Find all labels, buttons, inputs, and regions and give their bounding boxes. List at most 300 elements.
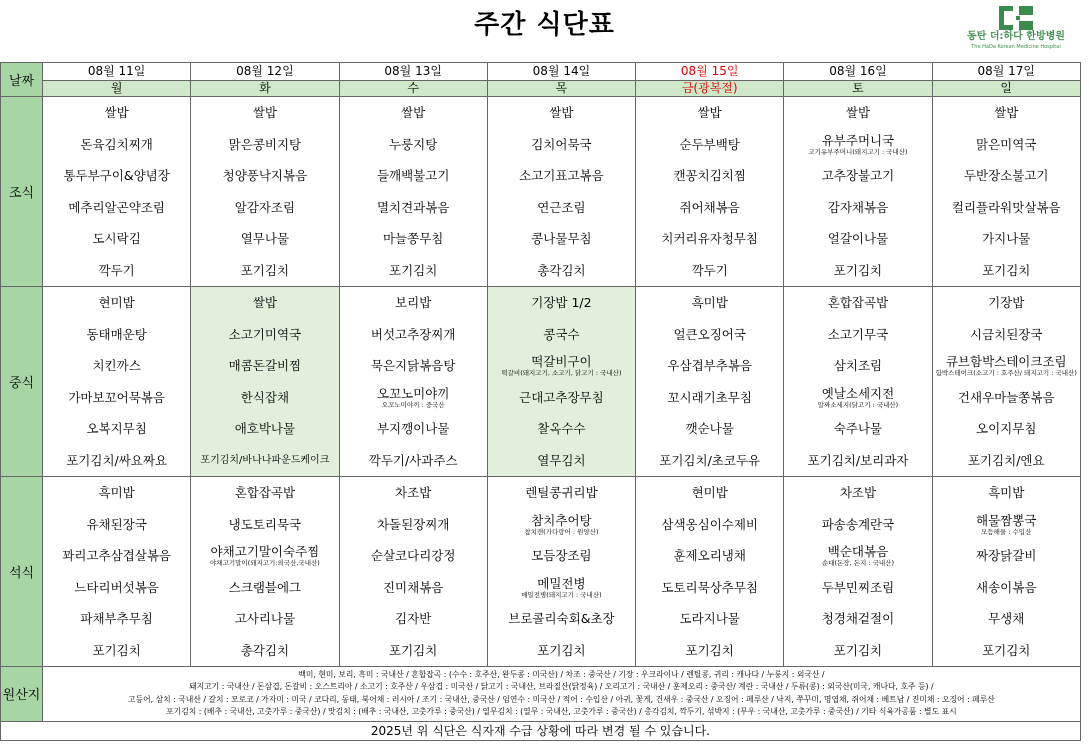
menu-item (43, 413, 190, 445)
menu-item (191, 540, 338, 572)
date-row (1, 63, 1081, 81)
breakfast-cell (487, 97, 635, 287)
menu-item (340, 509, 487, 541)
menu-item (191, 445, 338, 477)
dish-name: 현미밥 (98, 295, 135, 311)
date-cell: 08월 16일 (784, 63, 932, 81)
dish-origin-note: 오꼬노미야끼 : 중국산 (381, 400, 445, 409)
menu-item (488, 635, 635, 667)
menu-item (340, 192, 487, 224)
menu-item (43, 160, 190, 192)
menu-item (340, 255, 487, 287)
menu-item (636, 509, 783, 541)
menu-item (933, 603, 1080, 635)
weekday-cell: 토 (784, 81, 932, 97)
menu-item (43, 572, 190, 604)
dish-name: 고추장불고기 (821, 168, 895, 184)
dish-name: 가지나물 (982, 231, 1031, 247)
dish-name: 참치추어탕 (531, 512, 592, 528)
dish-name: 한식잡채 (240, 389, 290, 405)
logo-name: 동탄 더:하다 한방병원 (967, 31, 1065, 42)
menu-item (191, 255, 338, 287)
menu-item (43, 477, 190, 509)
menu-item (43, 129, 190, 161)
dish-name: 도라지나물 (679, 611, 740, 627)
dish-name: 파채부추무침 (80, 611, 153, 627)
dish-name: 시금치된장국 (970, 326, 1043, 342)
dish-name: 흑미밥 (98, 485, 135, 501)
dish-name: 매콤돈갈비찜 (228, 358, 302, 374)
menu-item (340, 540, 487, 572)
menu-item (933, 572, 1080, 604)
menu-item (488, 223, 635, 255)
weekly-menu-table (0, 62, 1081, 741)
dish-name: 오꼬노미야끼 (376, 385, 450, 401)
menu-item (784, 129, 931, 161)
dish-name: 깻순나물 (685, 421, 734, 437)
dish-name: 부지깽이나물 (376, 421, 450, 437)
dish-name: 쌀밥 (252, 295, 277, 311)
dinner-cell (191, 477, 339, 667)
dish-name: 두부민찌조림 (821, 579, 895, 595)
weekday-cell: 화 (191, 81, 339, 97)
menu-item (636, 540, 783, 572)
dish-origin-note: 순대(돈장, 돈지 : 국내산) (821, 559, 894, 568)
dish-name: 포기김치 (389, 642, 438, 658)
menu-item (784, 255, 931, 287)
dish-name: 혼합잡곡밥 (234, 485, 296, 501)
menu-item (636, 97, 783, 129)
menu-item (784, 160, 931, 192)
menu-item (191, 509, 338, 541)
menu-item (933, 192, 1080, 224)
dish-name: 고사리나물 (234, 611, 296, 627)
row-label-origin: 원산지 (1, 667, 43, 722)
menu-item (43, 287, 190, 319)
menu-item (636, 223, 783, 255)
dish-name: 건새우마늘쫑볶음 (957, 389, 1055, 405)
menu-item (636, 603, 783, 635)
notice-text: 2025년 위 식단은 식자재 수급 상황에 따라 변경 될 수 있습니다. (1, 721, 1081, 740)
dish-name: 총각김치 (240, 642, 290, 658)
origin-line: 고등어, 삼치 : 국내산 / 갈치 : 모로코 / 가자미 : 미국 / 코다리, 동태, 북어채 : 러시아 / 조기 : 국내산, 중국산 / 임연수 : 미국산 / 적어 : 수입산 / 아귀, 꽃게, 건새우 : 중국산 / 오징어 : 페루산 / 낙지, 쭈꾸미, 명엽채, 쥐어채 : 베트남 / 진미채 : 오징어 : 페루산 (128, 694, 995, 704)
dish-name: 김치어묵국 (531, 136, 592, 152)
dish-name: 백순대볶음 (827, 544, 889, 560)
row-label-dinner: 석식 (1, 477, 43, 667)
menu-item (340, 445, 487, 477)
menu-item (636, 635, 783, 667)
dinner-cell (932, 477, 1080, 667)
menu-item (43, 540, 190, 572)
dish-name: 짜장닭갈비 (976, 548, 1037, 564)
menu-item (636, 192, 783, 224)
menu-item (488, 445, 635, 477)
breakfast-cell (636, 97, 784, 287)
menu-item (488, 477, 635, 509)
dish-name: 깍두기 (98, 262, 135, 278)
dish-name: 삼색옹심이수제비 (661, 516, 758, 532)
dish-name: 포기김치/보리과자 (807, 452, 909, 468)
dish-name: 차조밥 (839, 485, 877, 501)
menu-item (784, 413, 931, 445)
dish-name: 마늘쫑무침 (382, 231, 444, 247)
dish-name: 쥐어채볶음 (679, 199, 740, 215)
menu-item (191, 603, 338, 635)
dish-name: 새송이볶음 (976, 579, 1037, 595)
dish-name: 버섯고추장찌개 (370, 326, 456, 342)
dish-name: 오이지무침 (976, 421, 1037, 437)
menu-item (933, 509, 1080, 541)
menu-item (784, 223, 931, 255)
menu-item (43, 192, 190, 224)
dish-name: 스크램블에그 (228, 579, 302, 595)
menu-item (636, 382, 783, 414)
dish-origin-note: 참치캔(가다랑어 : 원양산) (524, 527, 599, 536)
menu-item (191, 413, 338, 445)
dish-name: 애호박나물 (234, 421, 296, 437)
dish-name: 큐브함박스테이크조림 (945, 354, 1067, 370)
menu-item (933, 540, 1080, 572)
dish-name: 보리밥 (395, 295, 432, 311)
dish-name: 포기김치 (833, 262, 883, 278)
menu-item (488, 160, 635, 192)
dish-name: 돈육김치찌개 (80, 136, 153, 152)
dish-name: 청양풍낙지볶음 (222, 168, 308, 184)
dish-name: 콩국수 (543, 326, 580, 342)
weekday-cell: 월 (43, 81, 191, 97)
dish-name: 포기김치 (537, 642, 586, 658)
menu-item (340, 477, 487, 509)
page-title: 주간 식단표 (474, 10, 615, 40)
date-cell: 08월 13일 (339, 63, 487, 81)
weekday-cell: 수 (339, 81, 487, 97)
dish-name: 찰옥수수 (537, 421, 586, 437)
dish-name: 연근조림 (537, 199, 586, 215)
dish-origin-note: 야채고기말이(돼지고기:외국산,국내산) (210, 559, 320, 568)
menu-item (340, 223, 487, 255)
dish-name: 가마보꼬어묵볶음 (68, 389, 165, 405)
dish-name: 흑미밥 (988, 485, 1025, 501)
dish-origin-note: 고기유부주머니(돼지고기 : 국내산) (808, 147, 908, 156)
dish-name: 현미밥 (691, 485, 728, 501)
menu-item (933, 382, 1080, 414)
dish-origin-note: 함박스테이크(소고기 : 호주산/ 돼지고기 : 국내산) (935, 369, 1077, 378)
menu-item (340, 287, 487, 319)
dinner-cell (784, 477, 932, 667)
dish-name: 치킨까스 (92, 358, 141, 374)
menu-item (784, 603, 931, 635)
weekday-cell: 금(광복절) (636, 81, 784, 97)
dish-name: 소고기무국 (827, 326, 889, 342)
origin-line: 포기김치 : (배추 : 국내산, 고춧가루 : 중국산) / 맛김치 : (배추 : 국내산, 고춧가루 : 중국산) / 열무김치 : (열무 : 국내산, 고춧가루 : 중국산) / 총각김치, 깍두기, 섞박지 : (무우 : 국내산, 고춧가루 : 중국산) / 기타 식육가공품 : 별도 표시 (166, 707, 957, 717)
dish-name: 해물짬뽕국 (976, 512, 1037, 528)
menu-item (43, 350, 190, 382)
menu-item (636, 160, 783, 192)
dish-name: 옛날소세지전 (821, 385, 895, 401)
dish-name: 쌀밥 (994, 105, 1019, 121)
menu-item (191, 129, 338, 161)
logo-subtitle: The HaDa Korean Medicine Hospital (971, 44, 1061, 50)
dish-name: 훈제오리냉채 (673, 548, 746, 564)
dish-name: 쌀밥 (401, 105, 426, 121)
dish-name: 맑은미역국 (976, 136, 1037, 152)
dish-name: 콩나물무침 (531, 231, 592, 247)
menu-item (784, 445, 931, 477)
dish-name: 꼬시래기초무침 (667, 389, 752, 405)
menu-item (43, 445, 190, 477)
dish-name: 삼치조림 (833, 358, 883, 374)
date-cell: 08월 14일 (487, 63, 635, 81)
menu-item (191, 287, 338, 319)
menu-item (340, 319, 487, 351)
dinner-cell (487, 477, 635, 667)
dish-name: 쌀밥 (252, 105, 277, 121)
menu-item (933, 635, 1080, 667)
lunch-cell (43, 287, 191, 477)
menu-item (784, 509, 931, 541)
dish-name: 포기김치 (92, 642, 141, 658)
menu-item (784, 319, 931, 351)
lunch-cell (932, 287, 1080, 477)
dish-name: 김자반 (395, 611, 432, 627)
dish-name: 메밀전병 (537, 575, 586, 591)
date-cell: 08월 12일 (191, 63, 339, 81)
dish-name: 쌀밥 (104, 105, 129, 121)
menu-item (636, 287, 783, 319)
weekday-cell: 일 (932, 81, 1080, 97)
menu-item (340, 572, 487, 604)
date-cell: 08월 15일 (636, 63, 784, 81)
row-label-day: 날짜 (1, 63, 43, 97)
menu-item (933, 160, 1080, 192)
dish-name: 얼갈이나물 (827, 231, 889, 247)
dinner-row (1, 477, 1081, 667)
menu-item (784, 350, 931, 382)
weekday-row (1, 81, 1081, 97)
menu-item (340, 413, 487, 445)
menu-item (636, 572, 783, 604)
dish-name: 깍두기 (691, 262, 728, 278)
menu-item (43, 509, 190, 541)
dish-name: 통두부구이&양념장 (63, 168, 170, 184)
menu-item (933, 129, 1080, 161)
menu-item (191, 350, 338, 382)
menu-item (488, 382, 635, 414)
hospital-logo (958, 6, 1074, 62)
menu-item (191, 97, 338, 129)
breakfast-cell (784, 97, 932, 287)
dinner-cell (636, 477, 784, 667)
menu-item (933, 445, 1080, 477)
menu-item (488, 350, 635, 382)
dinner-cell (339, 477, 487, 667)
dish-name: 순두부백탕 (679, 136, 740, 152)
dish-name: 쌀밥 (845, 105, 871, 121)
dish-name: 소고기표고볶음 (519, 168, 604, 184)
dish-name: 혼합잡곡밥 (827, 295, 889, 311)
dish-origin-note: 알짜소세지(닭고기 : 국내산) (817, 400, 899, 409)
menu-item (43, 603, 190, 635)
menu-item (340, 382, 487, 414)
origin-row (1, 667, 1081, 722)
menu-item (43, 255, 190, 287)
dish-name: 총각김치 (537, 262, 586, 278)
menu-item (43, 319, 190, 351)
menu-item (191, 572, 338, 604)
dish-name: 도시락김 (92, 231, 141, 247)
menu-item (933, 350, 1080, 382)
menu-item (784, 540, 931, 572)
dish-name: 유채된장국 (86, 516, 147, 532)
dish-name: 무생채 (988, 611, 1025, 627)
dish-name: 누룽지탕 (389, 136, 438, 152)
menu-item (488, 319, 635, 351)
dish-name: 메추리알곤약조림 (68, 199, 165, 215)
menu-item (43, 635, 190, 667)
dish-name: 순살코다리강정 (370, 548, 456, 564)
lunch-cell (636, 287, 784, 477)
dish-origin-note: 떡갈비(돼지고기, 소고기, 닭고기 : 국내산) (501, 369, 622, 378)
date-cell: 08월 17일 (932, 63, 1080, 81)
menu-item (636, 350, 783, 382)
dish-name: 포기김치 (982, 642, 1031, 658)
dish-name: 들깨백불고기 (376, 168, 450, 184)
menu-item (340, 635, 487, 667)
lunch-cell (487, 287, 635, 477)
menu-item (488, 572, 635, 604)
dish-name: 꽈리고추삼겹살볶음 (62, 548, 171, 564)
menu-item (784, 477, 931, 509)
dish-name: 열무나물 (240, 231, 290, 247)
dish-name: 열무김치 (537, 452, 586, 468)
menu-item (488, 255, 635, 287)
dish-name: 느타리버섯볶음 (74, 579, 159, 595)
dish-name: 모듬장조림 (531, 548, 592, 564)
menu-item (43, 97, 190, 129)
hospital-logo-icon (999, 6, 1033, 30)
menu-item (933, 223, 1080, 255)
menu-item (488, 192, 635, 224)
menu-item (933, 319, 1080, 351)
dish-name: 포기김치/엔요 (967, 452, 1045, 468)
menu-item (191, 192, 338, 224)
origin-info (43, 667, 1081, 722)
menu-item (191, 635, 338, 667)
dish-name: 감자채볶음 (827, 199, 889, 215)
dish-name: 포기김치 (389, 262, 438, 278)
origin-line: 백미, 현미, 보리, 흑미 : 국내산 / 혼합잡곡 : (수수 : 호주산, 완두콩 : 미국산) / 차조 : 중국산 / 기장 : 우크라이나 / 렌틸콩, 귀리 : 캐나다 / 누룽지 : 외국산 / (298, 670, 825, 679)
dish-name: 유부주머니국 (821, 132, 895, 148)
menu-item (340, 129, 487, 161)
menu-item (488, 129, 635, 161)
menu-item (43, 223, 190, 255)
dish-name: 숙주나물 (833, 421, 883, 437)
dish-name: 야채고기말이숙주찜 (210, 544, 320, 560)
menu-item (784, 192, 931, 224)
lunch-cell (339, 287, 487, 477)
menu-item (933, 97, 1080, 129)
menu-item (488, 540, 635, 572)
menu-item (784, 287, 931, 319)
menu-item (191, 319, 338, 351)
dish-name: 멸치견과볶음 (376, 199, 450, 215)
dish-name: 도토리묵상추무침 (661, 579, 758, 595)
dish-name: 소고기미역국 (228, 326, 302, 342)
menu-item (933, 255, 1080, 287)
dish-name: 포기김치 (982, 262, 1031, 278)
dish-name: 근대고추장무침 (519, 389, 604, 405)
breakfast-cell (191, 97, 339, 287)
menu-item (784, 97, 931, 129)
menu-item (488, 413, 635, 445)
dish-name: 파송송계란국 (821, 516, 895, 532)
dish-name: 진미채볶음 (382, 579, 444, 595)
dish-name: 얼큰오징어국 (673, 326, 746, 342)
menu-item (636, 129, 783, 161)
dinner-cell (43, 477, 191, 667)
menu-item (43, 382, 190, 414)
dish-name: 기장밥 (988, 295, 1025, 311)
dish-name: 캔꽁치김치찜 (673, 168, 746, 184)
dish-name: 두반장소불고기 (963, 168, 1049, 184)
menu-item (784, 382, 931, 414)
menu-item (636, 319, 783, 351)
menu-item (488, 287, 635, 319)
dish-name: 포기김치/싸요짜요 (66, 452, 168, 468)
menu-item (784, 572, 931, 604)
breakfast-cell (932, 97, 1080, 287)
dish-name: 흑미밥 (691, 295, 728, 311)
dish-name: 동태매운탕 (86, 326, 147, 342)
dish-name: 쌀밥 (549, 105, 574, 121)
breakfast-cell (339, 97, 487, 287)
menu-item (191, 382, 338, 414)
menu-item (784, 635, 931, 667)
row-label-lunch: 중식 (1, 287, 43, 477)
menu-item (191, 223, 338, 255)
menu-item (636, 477, 783, 509)
menu-item (488, 603, 635, 635)
dish-name: 기장밥 1/2 (531, 295, 592, 311)
menu-item (340, 97, 487, 129)
dish-name: 렌틸콩귀리밥 (525, 485, 598, 501)
menu-item (340, 350, 487, 382)
menu-item (933, 477, 1080, 509)
breakfast-row (1, 97, 1081, 287)
menu-item (340, 603, 487, 635)
dish-name: 청경채겉절이 (821, 611, 895, 627)
menu-item (488, 509, 635, 541)
dish-name: 포기김치 (685, 642, 734, 658)
menu-item (636, 255, 783, 287)
dish-name: 떡갈비구이 (531, 354, 592, 370)
menu-item (488, 97, 635, 129)
dish-name: 차돌된장찌개 (376, 516, 450, 532)
weekday-cell: 목 (487, 81, 635, 97)
dish-name: 포기김치/바나나파운드케이크 (200, 454, 330, 466)
dish-name: 차조밥 (395, 485, 432, 501)
menu-item (636, 413, 783, 445)
dish-name: 브로콜리숙회&초장 (508, 611, 615, 627)
breakfast-cell (43, 97, 191, 287)
date-cell: 08월 11일 (43, 63, 191, 81)
menu-item (933, 287, 1080, 319)
menu-item (191, 477, 338, 509)
row-label-breakfast: 조식 (1, 97, 43, 287)
dish-name: 컬리플라워맛살볶음 (951, 199, 1061, 215)
menu-item (340, 160, 487, 192)
dish-name: 맑은콩비지탕 (228, 136, 302, 152)
